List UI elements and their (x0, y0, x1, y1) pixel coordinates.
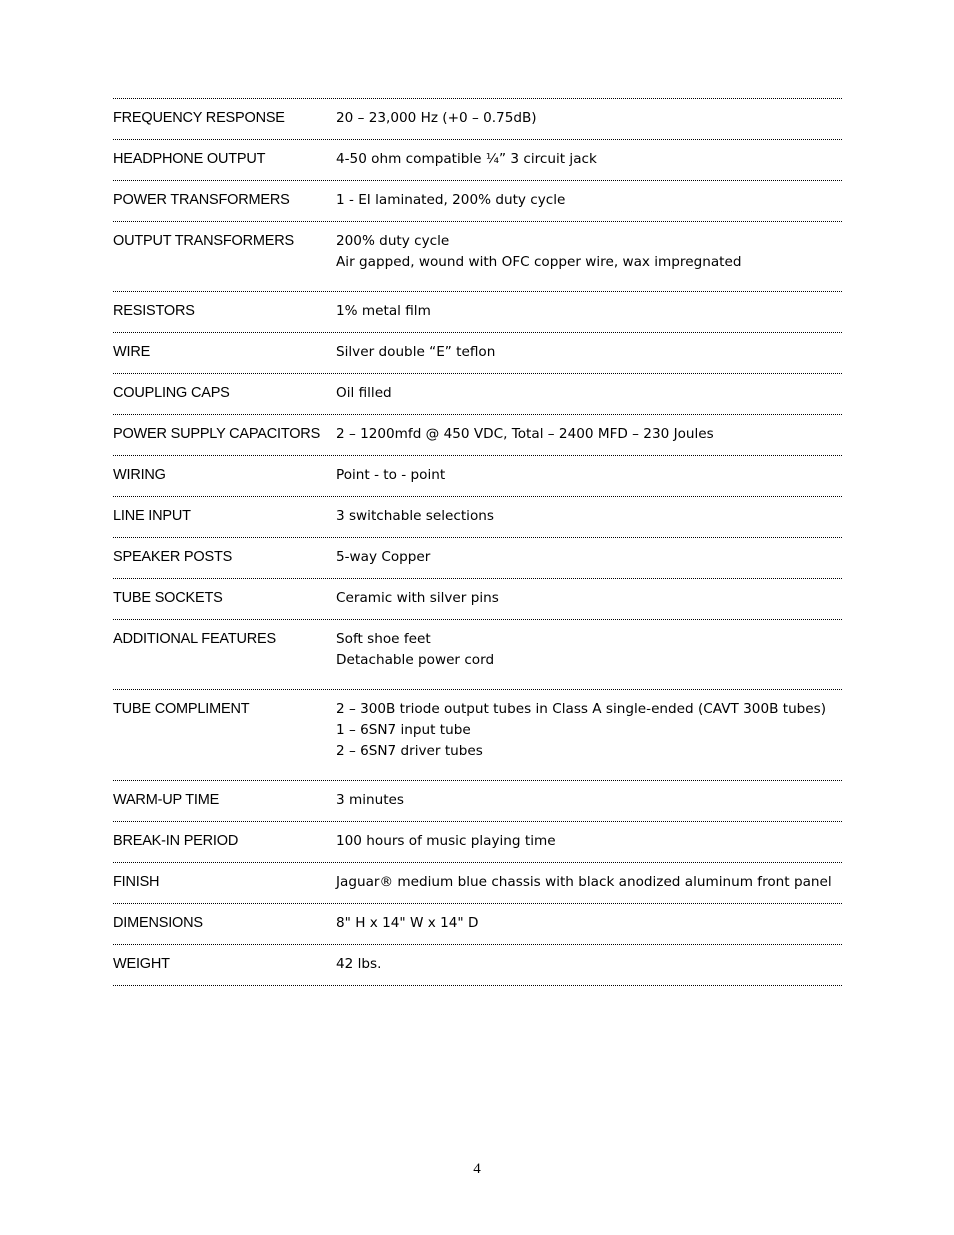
spec-label: WIRE (113, 344, 151, 360)
spec-value: Oil filled (336, 385, 392, 401)
spec-value: Air gapped, wound with OFC copper wire, wax impregnated (336, 254, 742, 270)
spec-row-output-transformers (113, 222, 842, 292)
spec-value: 1% metal film (336, 303, 431, 319)
spec-label: SPEAKER POSTS (113, 549, 233, 565)
spec-label: ADDITIONAL FEATURES (113, 631, 276, 647)
spec-value: 4-50 ohm compatible ¼” 3 circuit jack (336, 151, 597, 167)
spec-row-headphone-output (113, 140, 842, 181)
spec-row-speaker-posts (113, 538, 842, 579)
spec-row-resistors (113, 292, 842, 333)
spec-value: 3 switchable selections (336, 508, 494, 524)
spec-row-tube-sockets (113, 579, 842, 620)
spec-value: 1 - EI laminated, 200% duty cycle (336, 192, 566, 208)
spec-value: Soft shoe feet (336, 631, 431, 647)
spec-value: Jaguar® medium blue chassis with black anodized aluminum front panel (336, 874, 832, 890)
spec-label: WARM-UP TIME (113, 792, 220, 808)
spec-value: 3 minutes (336, 792, 404, 808)
spec-values (336, 790, 842, 811)
spec-value: Ceramic with silver pins (336, 590, 499, 606)
spec-label: FREQUENCY RESPONSE (113, 110, 285, 126)
spec-label: POWER TRANSFORMERS (113, 192, 290, 208)
spec-values (336, 149, 842, 170)
spec-values (336, 465, 842, 486)
spec-value: 20 – 23,000 Hz (+0 – 0.75dB) (336, 110, 537, 126)
spec-label: WIRING (113, 467, 166, 483)
spec-value: 42 lbs. (336, 956, 382, 972)
spec-value: 5-way Copper (336, 549, 431, 565)
spec-value: 100 hours of music playing time (336, 833, 556, 849)
spec-values (336, 588, 842, 609)
spec-values (336, 108, 842, 129)
spec-values (336, 424, 842, 445)
spec-label: LINE INPUT (113, 508, 191, 524)
spec-values (336, 383, 842, 404)
spec-row-line-input (113, 497, 842, 538)
spec-row-tube-compliment (113, 690, 842, 781)
spec-value: 8" H x 14" W x 14" D (336, 915, 479, 931)
spec-value: 200% duty cycle (336, 233, 450, 249)
spec-row-break-in-period (113, 822, 842, 863)
spec-table (113, 98, 842, 986)
spec-value: 2 – 300B triode output tubes in Class A single-ended (CAVT 300B tubes) (336, 701, 827, 717)
spec-values (336, 699, 842, 762)
spec-label: TUBE SOCKETS (113, 590, 223, 606)
spec-label: HEADPHONE OUTPUT (113, 151, 266, 167)
spec-values (336, 301, 842, 322)
spec-value: Silver double “E” teflon (336, 344, 496, 360)
spec-label: DIMENSIONS (113, 915, 203, 931)
spec-values (336, 231, 842, 273)
spec-values (336, 342, 842, 363)
spec-row-warm-up-time (113, 781, 842, 822)
spec-label: POWER SUPPLY CAPACITORS (113, 426, 321, 442)
spec-values (336, 872, 842, 893)
spec-values (336, 506, 842, 527)
spec-label: BREAK-IN PERIOD (113, 833, 239, 849)
spec-row-coupling-caps (113, 374, 842, 415)
spec-row-additional-features (113, 620, 842, 690)
spec-row-power-transformers (113, 181, 842, 222)
spec-row-power-supply-capacitors (113, 415, 842, 456)
spec-label: RESISTORS (113, 303, 195, 319)
spec-label: TUBE COMPLIMENT (113, 701, 250, 717)
spec-row-finish (113, 863, 842, 904)
spec-values (336, 954, 842, 975)
spec-value: 1 – 6SN7 input tube (336, 722, 471, 738)
spec-row-weight (113, 945, 842, 986)
spec-values (336, 831, 842, 852)
spec-label: WEIGHT (113, 956, 170, 972)
spec-row-wiring (113, 456, 842, 497)
spec-value: Point - to - point (336, 467, 446, 483)
spec-label: COUPLING CAPS (113, 385, 230, 401)
spec-value: 2 – 6SN7 driver tubes (336, 743, 483, 759)
spec-value: Detachable power cord (336, 652, 495, 668)
spec-row-wire (113, 333, 842, 374)
spec-value: 2 – 1200mfd @ 450 VDC, Total – 2400 MFD – 230 Joules (336, 426, 714, 442)
spec-values (336, 547, 842, 568)
spec-row-dimensions (113, 904, 842, 945)
spec-label: OUTPUT TRANSFORMERS (113, 233, 294, 249)
spec-values (336, 913, 842, 934)
spec-values (336, 190, 842, 211)
page-number: 4 (473, 1161, 481, 1177)
spec-label: FINISH (113, 874, 160, 890)
spec-row-frequency-response (113, 99, 842, 140)
spec-values (336, 629, 842, 671)
